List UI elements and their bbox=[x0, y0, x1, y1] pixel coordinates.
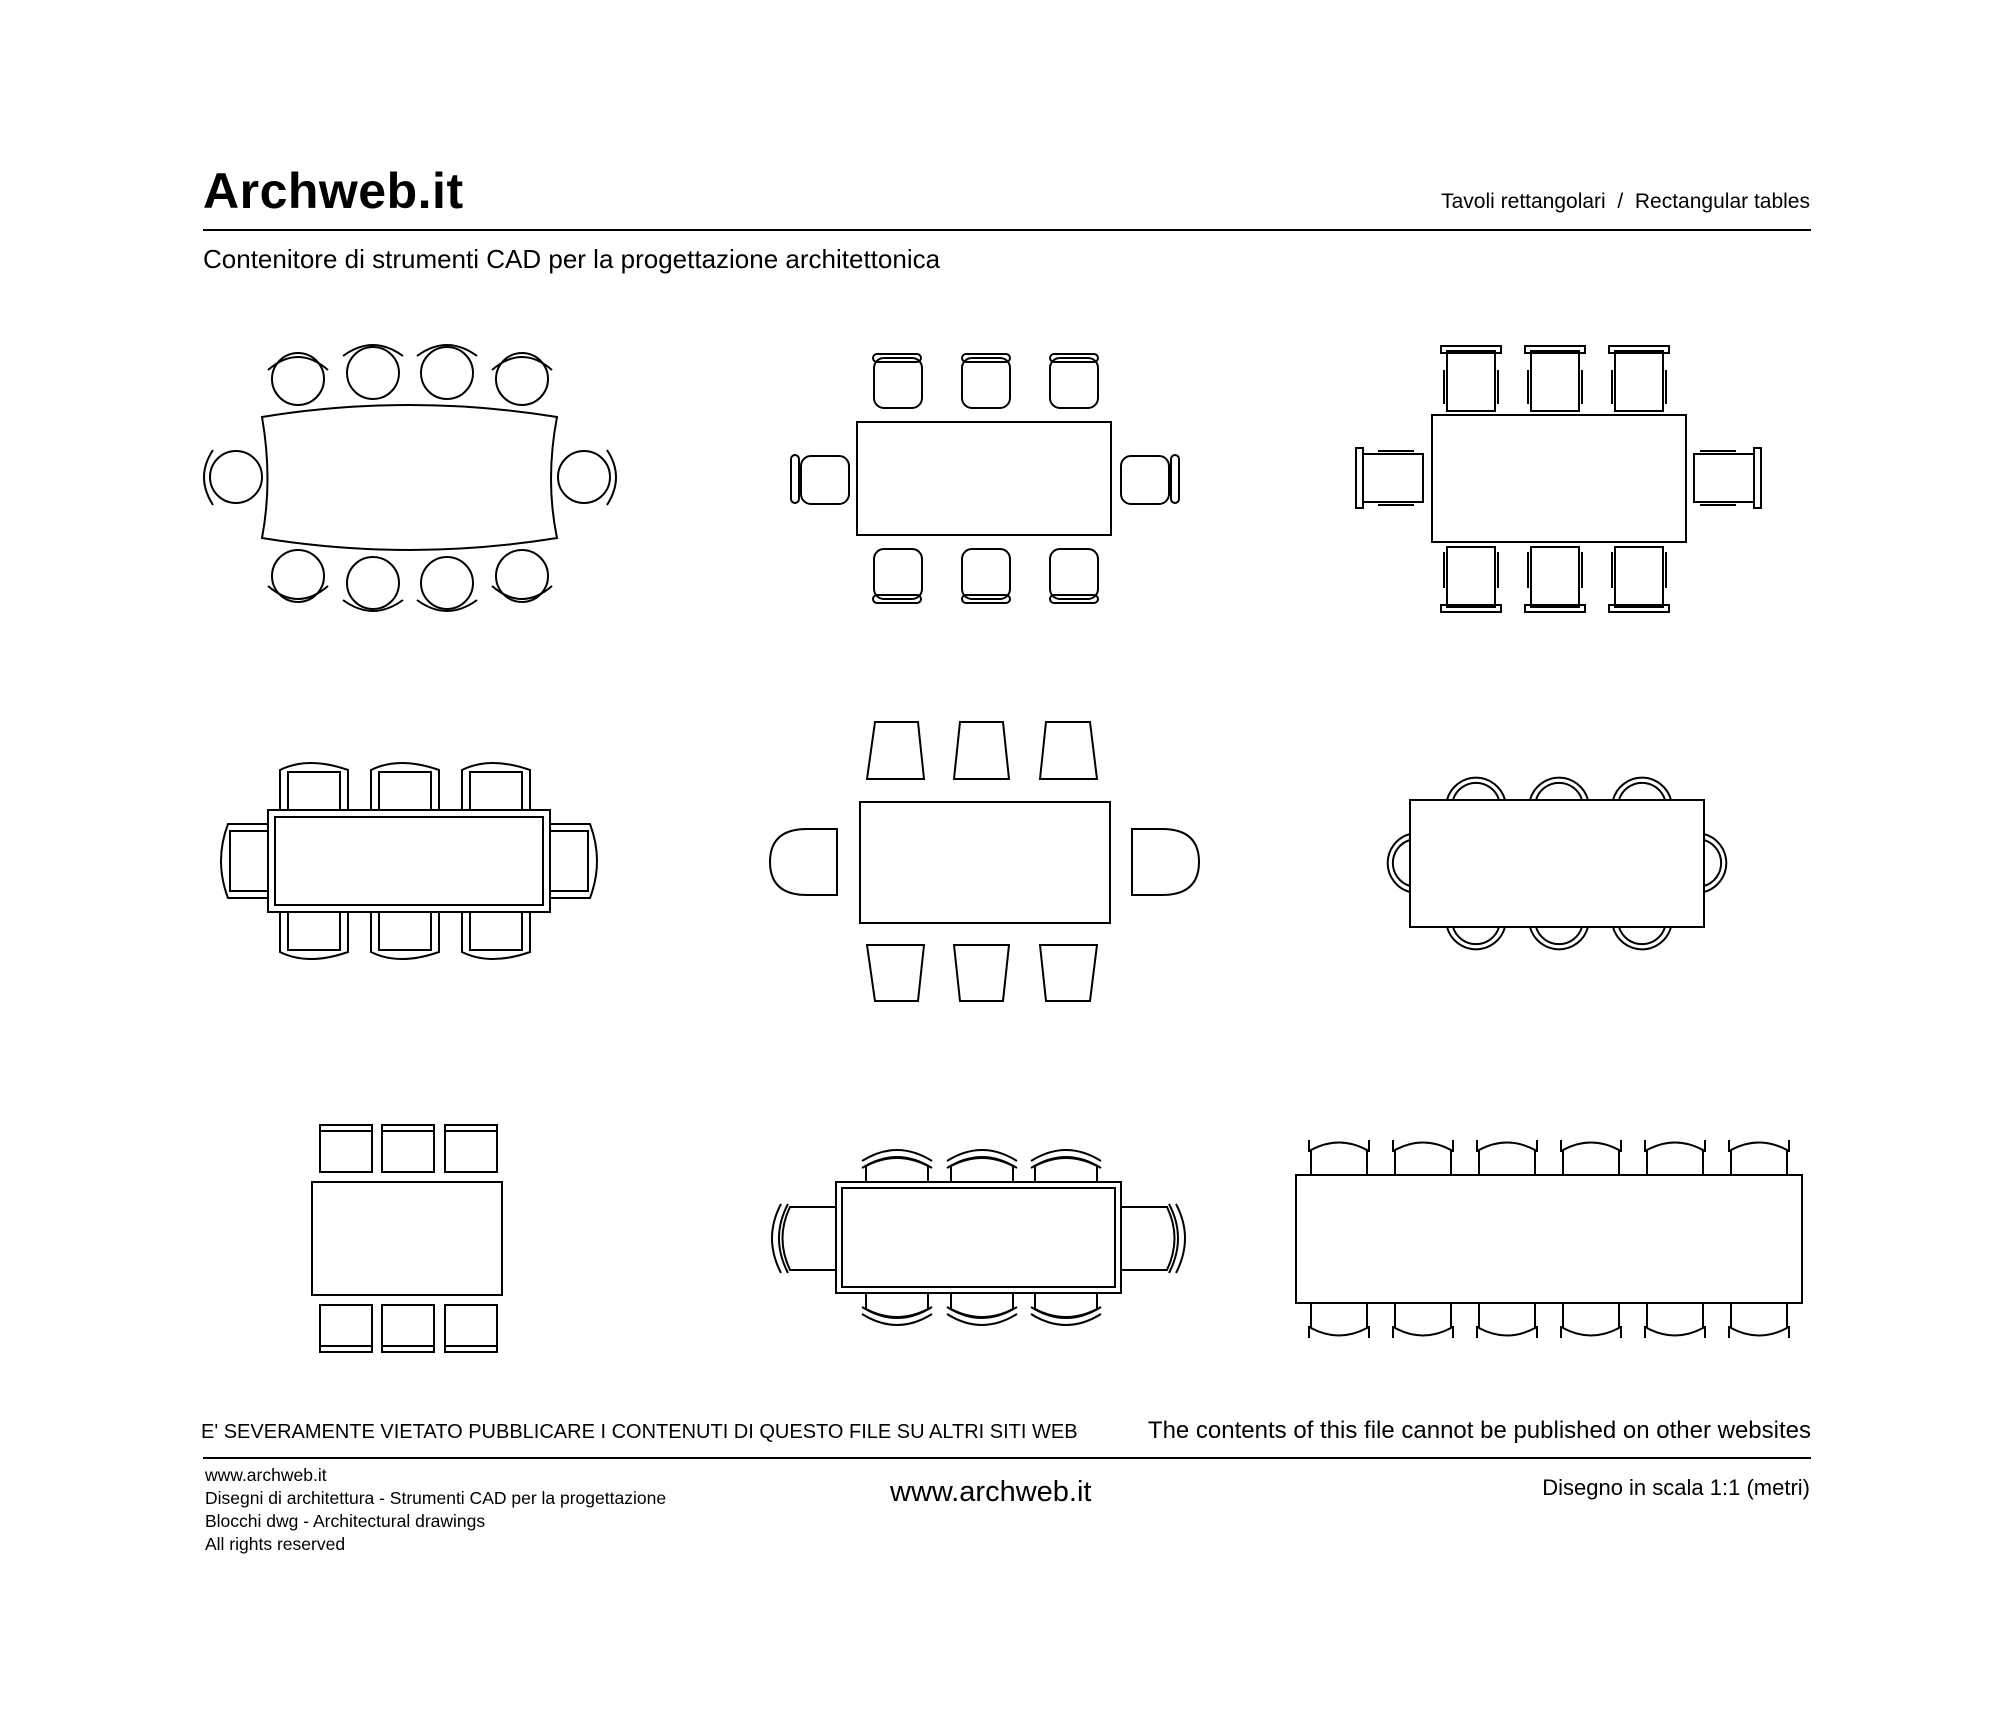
chair-row bbox=[772, 1150, 1185, 1325]
table-top bbox=[1410, 800, 1704, 927]
chair-row bbox=[791, 354, 1179, 603]
footer-line-rights: All rights reserved bbox=[205, 1534, 346, 1554]
table-top bbox=[836, 1182, 1121, 1293]
table-top bbox=[857, 422, 1111, 535]
table-8-armchairs bbox=[1356, 346, 1761, 612]
archweb-logo: Archweb.it bbox=[203, 163, 464, 219]
table-top bbox=[262, 405, 557, 550]
warning-english: The contents of this file cannot be published on other websites bbox=[1147, 1417, 1811, 1444]
table-6-square-chairs bbox=[312, 1125, 502, 1352]
table-top bbox=[268, 810, 550, 912]
drawing-scale: Disegno in scala 1:1 (metri) bbox=[1542, 1475, 1810, 1500]
table-8-arc-chairs bbox=[1388, 778, 1727, 950]
footer-rule bbox=[203, 1457, 1811, 1459]
warning-italian: E' SEVERAMENTE VIETATO PUBBLICARE I CONTENUTI DI QUESTO FILE SU ALTRI SITI WEB bbox=[201, 1421, 1078, 1443]
table-framed-8-chairs bbox=[221, 763, 597, 959]
table-top bbox=[1432, 415, 1686, 542]
footer-line-disegni: Disegni di architettura - Strumenti CAD per la progettazione bbox=[205, 1488, 667, 1508]
chair-row bbox=[1309, 1140, 1789, 1338]
footer-line-website: www.archweb.it bbox=[205, 1465, 327, 1485]
chair-row bbox=[204, 345, 616, 611]
table-8-office-chairs bbox=[791, 354, 1179, 603]
footer-website: www.archweb.it bbox=[890, 1476, 1092, 1508]
table-8-trapezoid-chairs bbox=[770, 722, 1199, 1001]
drawing-category: Tavoli rettangolari / Rectangular tables bbox=[1441, 190, 1810, 213]
chair-row bbox=[1388, 778, 1727, 950]
table-top bbox=[1296, 1175, 1802, 1303]
chair-row bbox=[221, 763, 597, 959]
footer-line-blocchi: Blocchi dwg - Architectural drawings bbox=[205, 1511, 486, 1531]
table-curved-10-round-chairs bbox=[204, 345, 616, 611]
chair-row bbox=[770, 722, 1199, 1001]
table-framed-8-lounge-chairs bbox=[772, 1150, 1185, 1325]
table-long-12-chairs bbox=[1296, 1140, 1802, 1338]
chair-row bbox=[1356, 346, 1761, 612]
drawing-subtitle: Contenitore di strumenti CAD per la progettazione architettonica bbox=[203, 244, 941, 274]
table-top bbox=[312, 1182, 502, 1295]
chair-row bbox=[320, 1125, 497, 1352]
table-top bbox=[860, 802, 1110, 923]
